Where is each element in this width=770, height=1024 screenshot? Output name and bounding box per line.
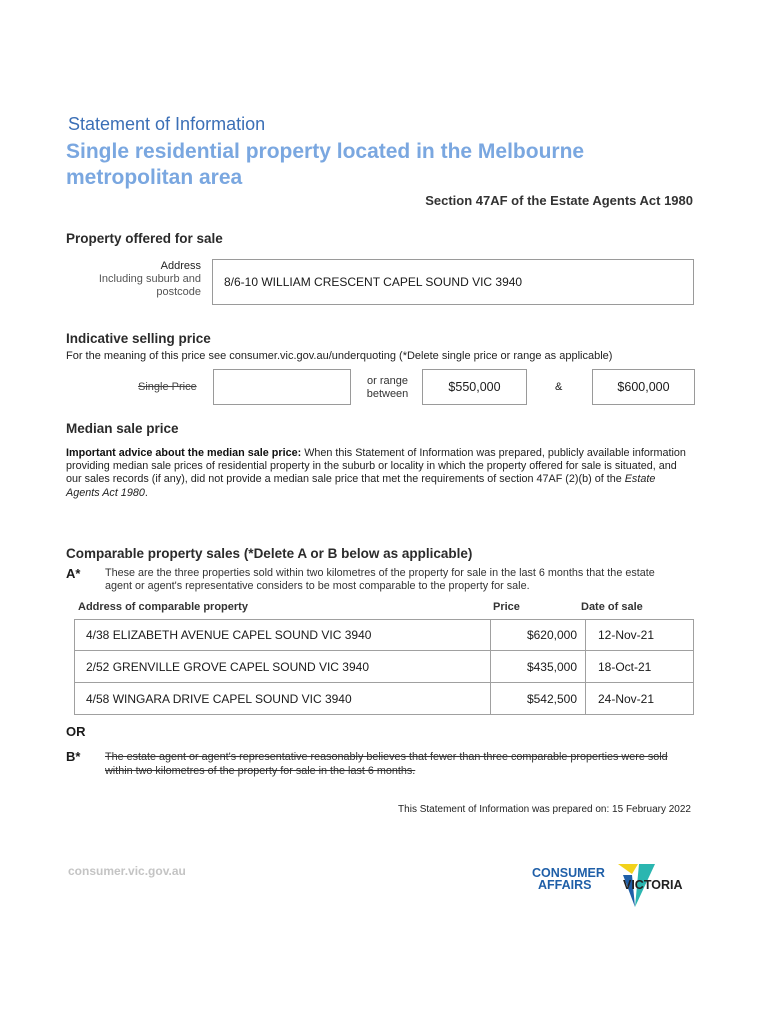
median-advice-end: . bbox=[144, 486, 148, 499]
row-price[interactable]: $620,000 bbox=[490, 620, 586, 650]
median-heading: Median sale price bbox=[66, 421, 179, 436]
or-label: OR bbox=[66, 724, 86, 739]
indicative-heading: Indicative selling price bbox=[66, 331, 211, 346]
prepared-date: This Statement of Information was prepared on: 15 February 2022 bbox=[398, 804, 691, 815]
indicative-meaning: For the meaning of this price see consumer.vic.gov.au/underquoting (*Delete single price or range as applicable) bbox=[66, 350, 613, 362]
column-header-price: Price bbox=[493, 601, 520, 613]
range-ampersand: & bbox=[555, 381, 563, 393]
median-advice-text: When this Statement of Information was prepared, publicly available information providing median sale prices of residential property in the suburb or locality in which the property offered for sale is situated, and our sales records (if any), did not provide a median sale price that met the requirements of section 47AF (2)(b) of the bbox=[66, 447, 686, 486]
address-field[interactable]: 8/6-10 WILLIAM CRESCENT CAPEL SOUND VIC 3940 bbox=[212, 259, 694, 305]
table-row bbox=[74, 651, 694, 683]
address-label bbox=[80, 260, 201, 299]
single-price-field[interactable] bbox=[213, 369, 351, 405]
address-label-line1: Address bbox=[160, 260, 201, 272]
range-label-line2: between bbox=[366, 388, 409, 400]
consumer-affairs-victoria-logo bbox=[531, 862, 697, 908]
property-heading: Property offered for sale bbox=[66, 231, 223, 246]
option-b-letter: B* bbox=[66, 749, 81, 764]
address-label-line2: Including suburb and bbox=[98, 273, 201, 285]
single-price-label: Single Price bbox=[138, 381, 197, 393]
table-row bbox=[74, 619, 694, 651]
act-reference: Section 47AF of the Estate Agents Act 1980 bbox=[425, 193, 693, 208]
comparable-heading: Comparable property sales (*Delete A or B below as applicable) bbox=[66, 546, 473, 561]
option-b-text: The estate agent or agent's representative reasonably believes that fewer than three comparable properties were sold within two kilometres of the property for sale in the last 6 months. bbox=[105, 751, 668, 777]
row-price[interactable]: $435,000 bbox=[490, 651, 586, 682]
range-label-line1: or range bbox=[367, 375, 408, 387]
price-low-field[interactable]: $550,000 bbox=[422, 369, 527, 405]
median-advice bbox=[66, 447, 690, 500]
row-address[interactable]: 4/38 ELIZABETH AVENUE CAPEL SOUND VIC 3940 bbox=[86, 628, 372, 642]
footer-url[interactable]: consumer.vic.gov.au bbox=[68, 864, 186, 878]
logo-yellow-shape bbox=[618, 864, 638, 874]
median-advice-bold: Important advice about the median sale price: bbox=[66, 447, 302, 459]
option-a-text: These are the three properties sold within two kilometres of the property for sale in the last 6 months that the estate agent or agent's representative considers to be most comparable to the property for sale. bbox=[105, 567, 655, 592]
table-row bbox=[74, 683, 694, 715]
row-price[interactable]: $542,500 bbox=[490, 683, 586, 714]
column-header-date: Date of sale bbox=[581, 601, 643, 613]
document-kicker: Statement of Information bbox=[68, 114, 266, 134]
logo-text-victoria: VICTORIA bbox=[623, 878, 683, 892]
column-header-address: Address of comparable property bbox=[78, 601, 248, 613]
document-title: Single residential property located in the Melbourne metropolitan area bbox=[66, 140, 585, 189]
address-label-line3: postcode bbox=[156, 286, 201, 298]
row-date[interactable]: 24-Nov-21 bbox=[598, 691, 655, 706]
row-date[interactable]: 12-Nov-21 bbox=[598, 628, 655, 642]
row-address[interactable]: 2/52 GRENVILLE GROVE CAPEL SOUND VIC 3940 bbox=[86, 659, 370, 674]
row-date[interactable]: 18-Oct-21 bbox=[598, 659, 652, 674]
median-advice-italic: Estate Agents Act 1980 bbox=[66, 473, 656, 499]
logo-text-affairs: AFFAIRS bbox=[538, 878, 592, 892]
price-high-field[interactable]: $600,000 bbox=[592, 369, 695, 405]
row-address[interactable]: 4/58 WINGARA DRIVE CAPEL SOUND VIC 3940 bbox=[86, 691, 352, 706]
option-a-letter: A* bbox=[66, 566, 81, 581]
range-label bbox=[360, 375, 415, 401]
logo-text-consumer: CONSUMER bbox=[532, 866, 605, 880]
